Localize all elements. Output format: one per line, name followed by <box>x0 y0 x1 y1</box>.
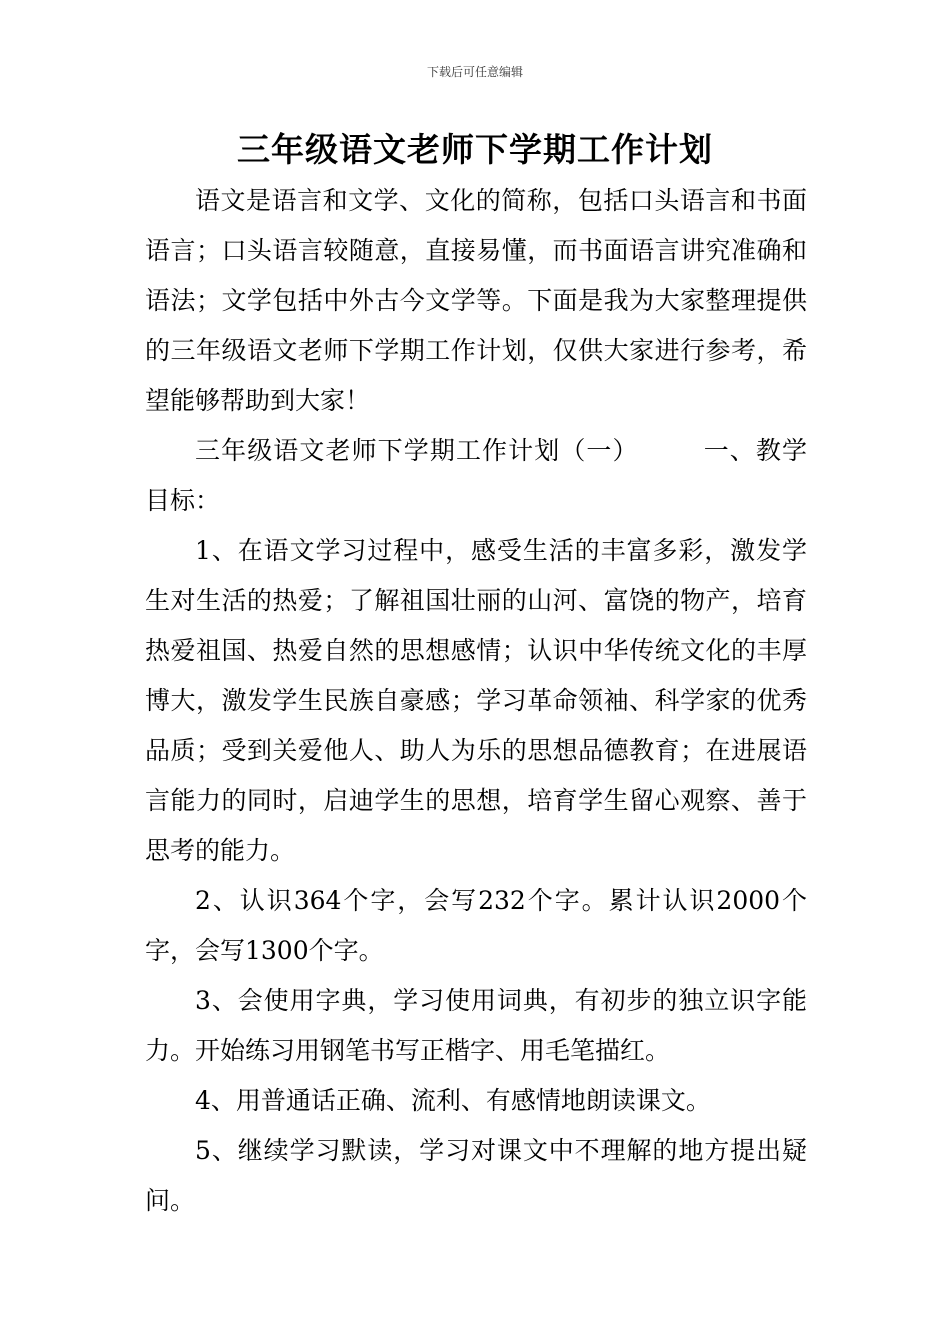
header-note: 下载后可任意编辑 <box>426 65 523 79</box>
subsection-heading: 一、教学目标： <box>145 436 807 515</box>
intro-paragraph: 语文是语言和文学、文化的简称，包括口头语言和书面语言；口头语言较随意，直接易懂，而书面语言讲究准确和语法；文学包括中外古今文学等。下面是我为大家整理提供的三年级语文老师下学期工作计划，仅供大家进行参考，希望能够帮助到大家！ <box>145 186 807 415</box>
list-item: 2、认识364个字，会写232个字。累计认识2000个字，会写1300个字。 <box>145 886 807 965</box>
document-title: 三年级语文老师下学期工作计划 <box>237 130 713 169</box>
list-item: 1、在语文学习过程中，感受生活的丰富多彩，激发学生对生活的热爱；了解祖国壮丽的山河、富饶的物产，培育热爱祖国、热爱自然的思想感情；认识中华传统文化的丰厚博大，激发学生民族自豪感；学习革命领袖、科学家的优秀品质；受到关爱他人、助人为乐的思想品德教育；在进展语言能力的同时，启迪学生的思想，培育学生留心观察、善于思考的能力。 <box>145 536 807 865</box>
list-item: 3、会使用字典，学习使用词典，有初步的独立识字能力。开始练习用钢笔书写正楷字、用毛笔描红。 <box>145 986 807 1065</box>
document-body <box>145 176 807 1226</box>
list-item: 5、继续学习默读，学习对课文中不理解的地方提出疑问。 <box>145 1136 807 1215</box>
section-heading-paragraph <box>145 426 807 526</box>
section-heading: 三年级语文老师下学期工作计划（一） <box>195 436 639 465</box>
list-item: 4、用普通话正确、流利、有感情地朗读课文。 <box>195 1086 711 1115</box>
